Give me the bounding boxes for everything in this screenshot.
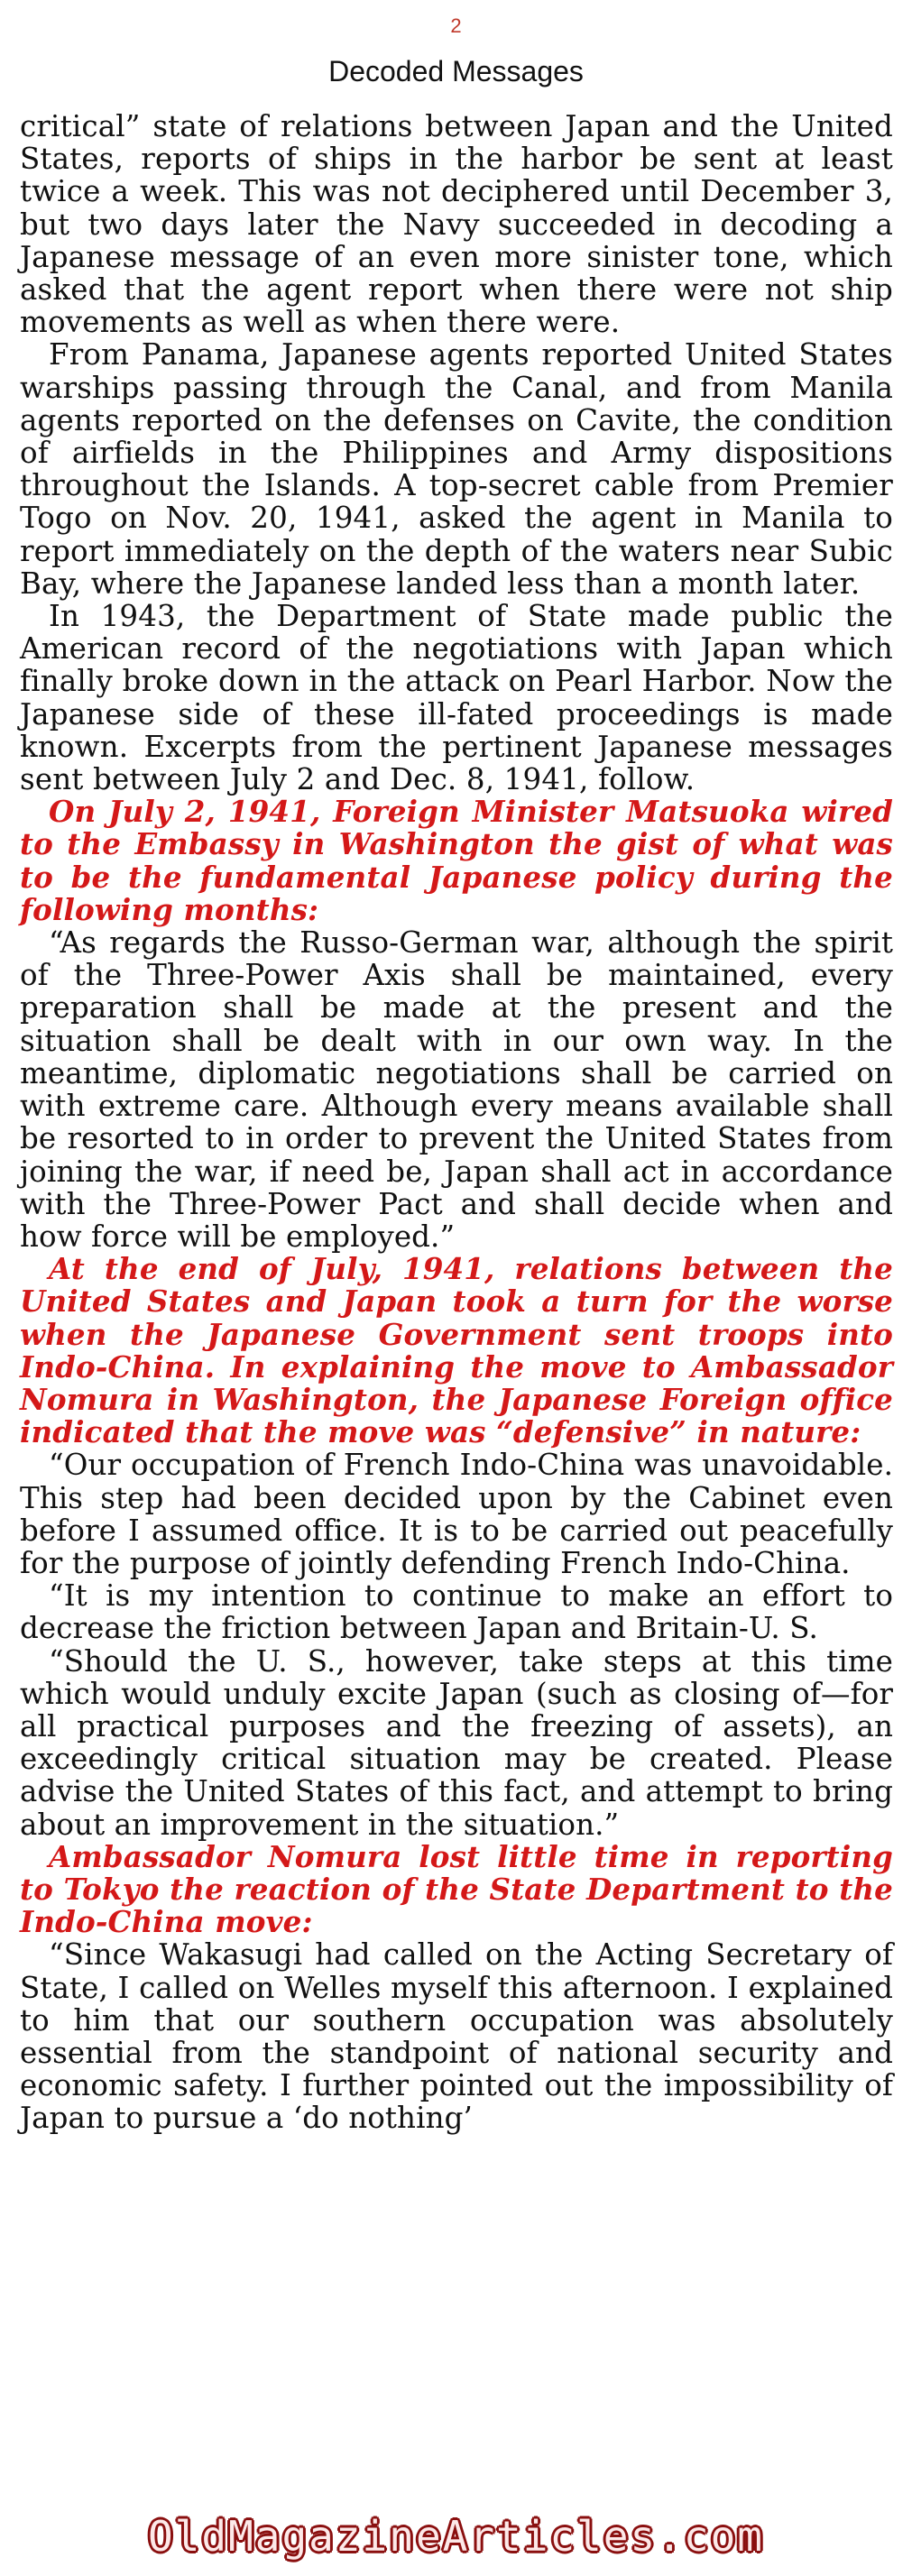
quote-occupation: “Our occupation of French Indo-China was unavoidable. This step had been decided upon by the Cabinet even before I assumed office. It is to be carried out peacefully for the purpose of jointly defending French Indo-China.	[20, 1448, 893, 1580]
editorial-note-nomura: Ambassador Nomura lost little time in reporting to Tokyo the reaction of the State Department to the Indo-China move:	[20, 1838, 893, 1940]
paragraph-1943-record: In 1943, the Department of State made public the American record of the negotiations with Japan which finally broke down in the attack on Pearl Harbor. Now the Japanese side of these ill-fated proceedings is made known. Excerpts from the pertinent Japanese messages sent between July 2 and Dec. 8, 1941, follow.	[20, 599, 893, 797]
page-header	[0, 0, 912, 88]
site-logo: OldMagazineArticles.com	[148, 2512, 764, 2561]
page-title: Decoded Messages	[328, 55, 584, 87]
quote-wakasugi: “Since Wakasugi had called on the Acting Secretary of State, I called on Welles myself this afternoon. I explained to him that our southern occupation was absolutely essential from the standpoint of national security and economic safety. I further pointed out the impossibility of Japan to pursue a ‘do nothing’	[20, 1937, 893, 2136]
paragraph-panama-manila: From Panama, Japanese agents reported United States warships passing through the Canal, and from Manila agents reported on the defenses on Cavite, the condition of airfields in the Philippines and Army dispositions throughout the Islands. A top-secret cable from Premier Togo on Nov. 20, 1941, asked the agent in Manila to report immediately on the depth of the waters near Subic Bay, where the Japanese landed less than a month later.	[20, 337, 893, 601]
quote-russo-german-war: “As regards the Russo-German war, although the spirit of the Three-Power Axis shall be maintained, every preparation shall be made at the present and the situation shall be dealt with in our own way. In the meantime, diplomatic negotiations shall be carried on with extreme care. Although every means available shall be resorted to in order to prevent the United States from joining the war, if need be, Japan shall act in accordance with the Three-Power Pact and shall decide when and how force will be employed.”	[20, 925, 893, 1254]
quote-decrease-friction: “It is my intention to continue to make an effort to decrease the friction between Japan and Britain-U. S.	[20, 1578, 893, 1646]
editorial-note-matsuoka: On July 2, 1941, Foreign Minister Matsuoka wired to the Embassy in Washington the gist of what was to be the fundamental Japanese policy during the following months:	[20, 794, 893, 927]
article-body	[20, 110, 893, 2135]
quote-should-the-us: “Should the U. S., however, take steps at this time which would unduly excite Japan (such as closing of—for all practical purposes and the freezing of assets), an exceedingly critical situation may be created. Please advise the United States of this fact, and attempt to bring about an improvement in the situation.”	[20, 1643, 893, 1842]
site-footer	[0, 2497, 912, 2576]
editorial-note-indo-china: At the end of July, 1941, relations between the United States and Japan took a turn for the worse when the Japanese Government sent troops into Indo-China. In explaining the move to Ambassador Nomura in Washington, the Japanese Foreign office indicated that the move was “defensive” in nature:	[20, 1251, 893, 1450]
paragraph-continuation: critical” state of relations between Japan and the United States, reports of ships in the harbor be sent at least twice a week. This was not deciphered until December 3, but two days later the Navy succeeded in decoding a Japanese message of an even more sinister tone, which asked that the agent report when there were not ship movements as well as when there were.	[20, 109, 893, 340]
page-number: 2	[450, 14, 462, 37]
